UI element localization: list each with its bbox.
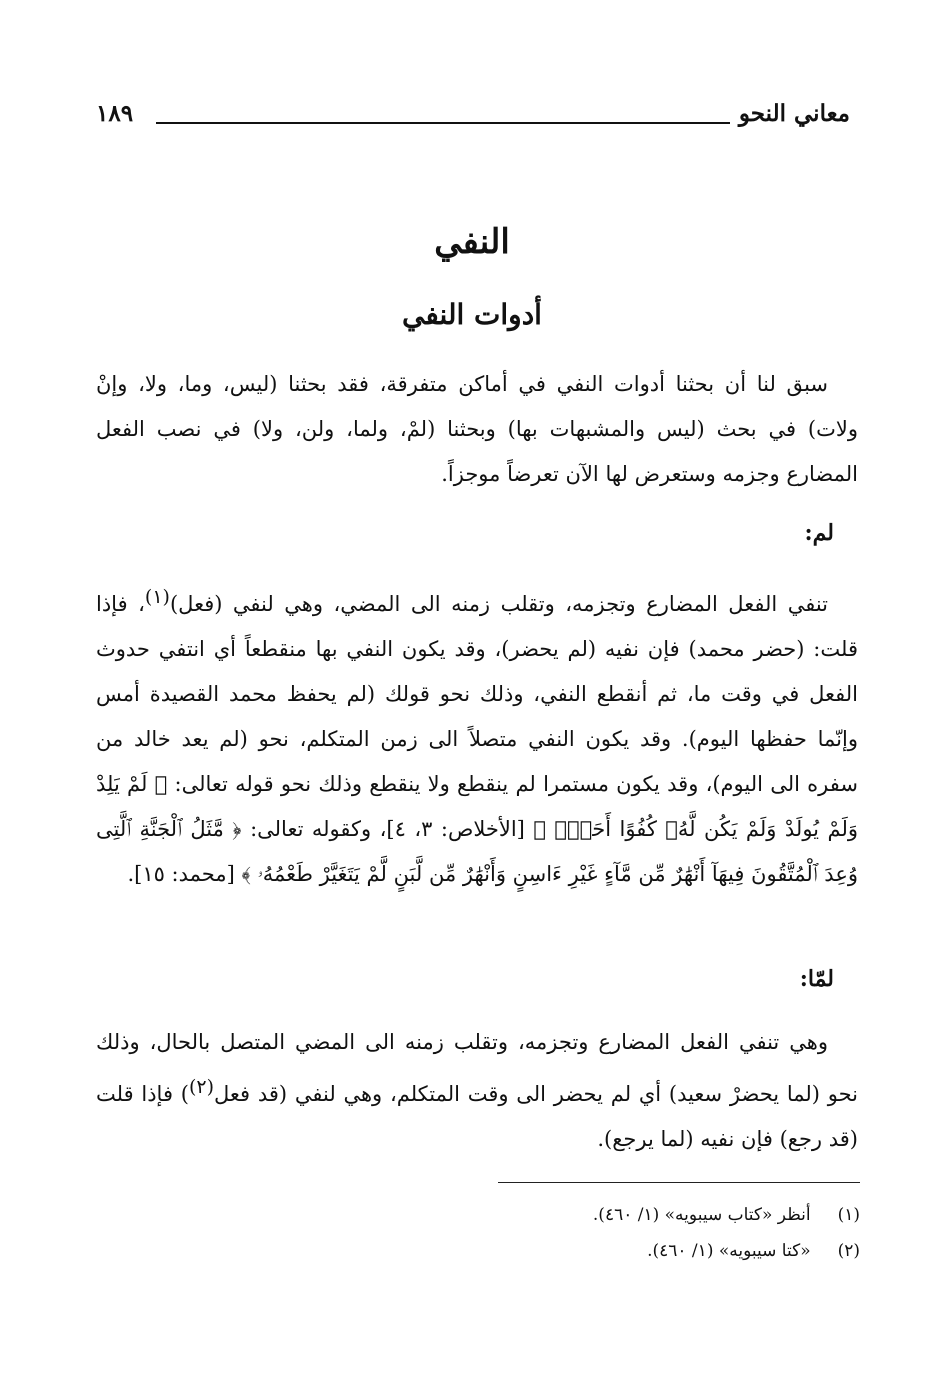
page-number: ١٨٩ [96, 100, 134, 127]
lam-text-part-1: تنفي الفعل المضارع وتجزمه، وتقلب زمنه الى المضي، وهي لنفي (فعل) [169, 592, 829, 616]
intro-section [96, 362, 858, 497]
header-rule [156, 122, 730, 124]
lam-text-part-2: ، فإذا قلت: (حضر محمد) فإن نفيه (لم يحضر)، وقد يكون النفي بها منقطعاً أي انتفي حدوث الفعل في وقت ما، ثم أنقطع النفي، وذلك نحو قولك (لم يحفظ محمد القصيدة أمس وإنّما حفظها اليوم). وقد يكون النفي متصلاً الى زمن المتكلم، نحو (لم يعد خالد من سفره الى اليوم)، وقد يكون مستمرا لم ينقطع ولا ينقطع وذلك نحو قوله تعالى: ﴿ لَمْ يَلِدْ وَلَمْ يُولَدْ وَلَمْ يَكُن لَّهُۥ كُفُوًا أَحَدٌۢ ﴾ [الأخلاص: ٣، ٤]، وكقوله تعالى: ﴿ مَّثَلُ ٱلْجَنَّةِ ٱلَّتِى وُعِدَ ٱلْمُتَّقُونَ فِيهَآ أَنْهَٰرٌ مِّن مَّآءٍ غَيْرِ ءَاسِنٍ وَأَنْهَٰرٌ مِّن لَّبَنٍ لَّمْ يَتَغَيَّرْ طَعْمُهُۥ ﴾ [محمد: ١٥]. [96, 592, 858, 886]
section-title: أدوات النفي [402, 298, 542, 331]
footnote-item [160, 1233, 860, 1269]
lamma-text-part-2: ) فإذا قلت (قد رجع) فإن نفيه (لما يرجع). [96, 1082, 858, 1151]
footnote-ref-1: (١) [144, 586, 170, 608]
footnote-text: أنظر «كتاب سيبويه» (١/ ٤٦٠). [592, 1205, 811, 1225]
lam-section [96, 575, 858, 897]
lamma-text-part-1: وهي تنفي الفعل المضارع وتجزمه، وتقلب زمنه الى المضي المتصل بالحال، وذلك نحو (لما يحضرْ سعيد) أي لم يحضر الى وقت المتكلم، وهي لنفي (قد فعل [96, 1030, 858, 1106]
lamma-section [96, 1020, 858, 1162]
footnotes [160, 1197, 860, 1269]
footnote-ref-2: (٢) [188, 1076, 215, 1098]
footnote-text: «كتا سيبويه» (١/ ٤٦٠). [647, 1241, 811, 1261]
footnote-number: (١) [837, 1205, 860, 1225]
chapter-title: النفي [434, 222, 510, 262]
lam-heading: لم: [804, 520, 834, 546]
page-header [96, 100, 850, 144]
intro-paragraph: سبق لنا أن بحثنا أدوات النفي في أماكن متفرقة، فقد بحثنا (ليس، وما، ولا، وإنْ ولات) في بحث (ليس والمشبهات بها) وبحثنا (لمْ، ولما، ولن، ولا) في نصب الفعل المضارع وجزمه وستعرض لها الآن تعرضاً موجزاً. [96, 372, 858, 486]
lamma-heading: لمّا: [799, 966, 834, 992]
footnote-number: (٢) [837, 1241, 860, 1261]
lamma-paragraph [96, 1020, 858, 1162]
footnote-item [160, 1197, 860, 1233]
lam-paragraph [96, 575, 858, 897]
running-title: معاني النحو [738, 100, 850, 127]
footnote-divider [498, 1182, 860, 1183]
